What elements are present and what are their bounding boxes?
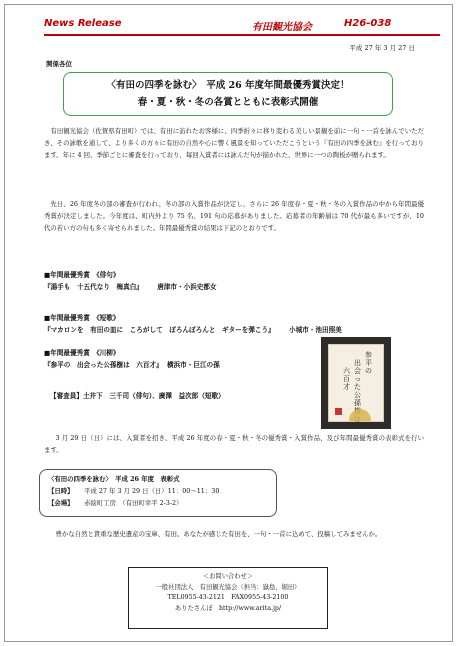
ceremony-date-label: 【日時】: [48, 487, 74, 495]
award-entry: [44, 324, 342, 336]
contact-phone-fax: TEL0955-43-2121 FAX0955-43-2100: [167, 594, 289, 601]
news-release-label: News Release: [44, 18, 122, 29]
award-haiku: [44, 269, 217, 293]
award-heading: ■年間最優秀賞 《俳句》: [44, 271, 120, 279]
award-entry: [44, 281, 217, 293]
seal-mark: [335, 408, 342, 415]
award-tanka: [44, 312, 342, 336]
fan-decoration: [349, 409, 371, 421]
award-plaque-photo: [321, 337, 391, 429]
award-heading: ■年間最優秀賞 《短歌》: [44, 314, 120, 322]
ceremony-date-row: [48, 485, 268, 497]
plaque-text-column: 六百才: [343, 367, 350, 391]
ceremony-heading: 〈有田の四季を詠む〉 平成 26 年度 表彰式: [48, 475, 180, 483]
award-author: 唐津市・小浜史都女: [157, 283, 217, 291]
ceremony-venue-row: [48, 497, 268, 509]
award-heading: ■年間最優秀賞 《川柳》: [44, 349, 120, 357]
award-author: 横浜市・巨江の孫: [166, 361, 220, 369]
ceremony-venue-value: 赤絵町工房 （有田町幸平 2-3-2）: [84, 499, 183, 507]
award-work: 『湯手も 十五代なり 梅真白』: [44, 283, 143, 291]
award-work: 『マカロンを 有田の皿に ころがして ぽろんぽろんと ギターを弾こう』: [44, 326, 275, 334]
contact-title: ＜お問い合わせ＞: [202, 573, 254, 580]
award-author: 小城市・池田照美: [289, 326, 342, 334]
award-entry: [44, 359, 220, 371]
contact-website: ありたさんぽ http://www.arita.jp/: [174, 604, 282, 612]
contact-organization: 一般社団法人 有田観光協会（担当：嶽島、堀田）: [155, 583, 301, 591]
closing-paragraph: 豊かな自然と貴重な歴史遺産の宝庫、有田。あなたが感じた有田を、一句・一首に込めて、投稿してみませんか。: [55, 530, 382, 538]
ceremony-info-box: [39, 469, 277, 517]
headline-line-1: 〈有田の四季を詠む〉 平成 26 年度年間最優秀賞決定！: [106, 80, 350, 91]
contact-box: [128, 567, 328, 629]
results-paragraph: 先日、26 年度冬の部の審査が行われ、冬の部の入賞作品が決定し、さらに 26 年度春・夏・秋・冬の入賞作品の中から年間最優秀賞が決定しました。今年度は、町内外より 75 名、191 句の応募がありました。応募者の年齢層は 70 代が最も多いですが、10 代の若い方の句も多く寄せられました。年間最優秀賞の結果は下記のとおりです。: [44, 200, 424, 232]
headline-box: [63, 72, 393, 116]
release-date: 平成 27 年 3 月 27 日: [349, 44, 415, 52]
organization-name: 有田観光協会: [252, 22, 312, 33]
plaque-text-column: 参平の: [365, 351, 372, 375]
ceramic-plaque: [328, 344, 384, 422]
intro-paragraph: 有田観光協会（佐賀県有田町）では、有田に訪れたお客様に、四季折々に移り変わる美しい景観を前に一句・一首を詠んでいただき、その詠歌を通して、より多くの方々に有田の自然や心に響く風景を知っていただこうという『有田の四季を詠む』を行っております。年に 4 回、季節ごとに審査を行っており、毎回入賞者には詠んだ句が描かれた、世界に一つの陶板が贈られます。: [44, 127, 424, 159]
recipient-label: 関係各位: [46, 60, 72, 68]
release-number: H26-038: [344, 18, 392, 29]
award-senryu: [44, 347, 220, 371]
headline-line-2: 春・夏・秋・冬の各賞とともに表彰式開催: [137, 97, 319, 108]
header-divider: [44, 34, 440, 36]
plaque-text-column: 出会った公孫: [354, 359, 361, 407]
ceremony-venue-label: 【会場】: [48, 499, 74, 507]
ceremony-paragraph: 3 月 29 日（日）には、入賞者を招き、平成 26 年度の春・夏・秋・冬の優秀賞・入賞作品、及び年間最優秀賞の表彰式を行います。: [44, 434, 424, 454]
news-release-header: [44, 16, 440, 32]
judges-line: 【審査員】土井下 三千司（俳句）、廣澤 益次郎（短歌）: [50, 392, 225, 400]
ceremony-date-value: 平成 27 年 3 月 29 日（日）11：00～11：30: [84, 487, 220, 495]
award-work: 『参平の 出会った公孫樹は 六百才』: [44, 361, 163, 369]
